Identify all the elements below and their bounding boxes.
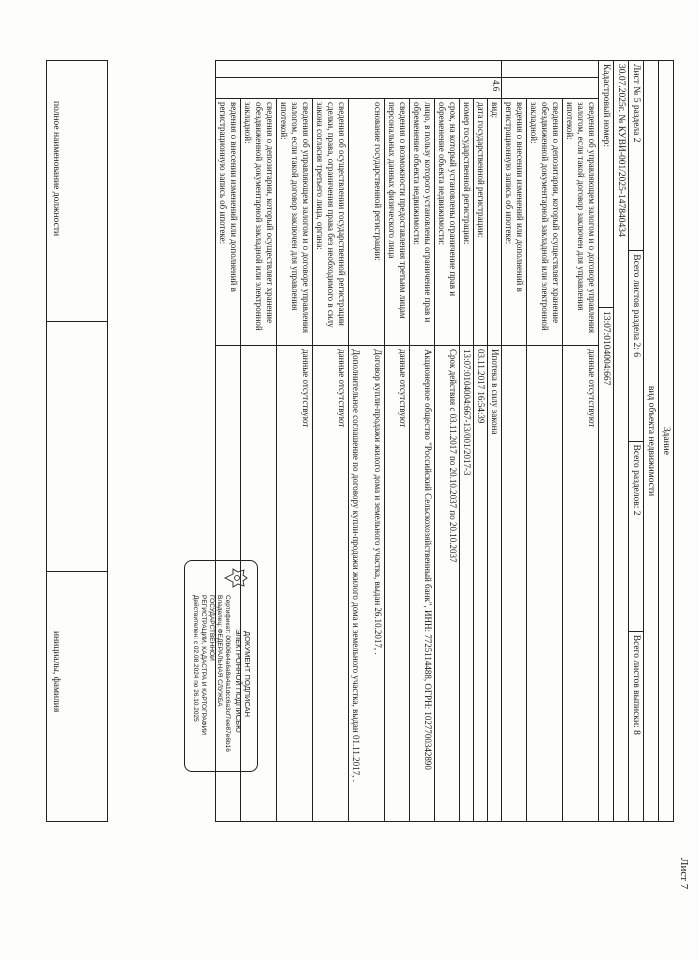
- signature-line: Сертификат: 00b06e4a6a8a4a1dcc6a3cf7ee87e6b16: [224, 595, 231, 752]
- cadastral-label: Кадастровый номер:: [599, 61, 613, 308]
- object-type: Здание: [661, 427, 671, 455]
- number-col: [502, 78, 598, 99]
- table-row: номер государственной регистрации: 13:07:0104004:667-13/001/2017-3: [459, 99, 473, 821]
- name-cell: [47, 571, 107, 820]
- table-row: сведения об управляющем залогом и о договоре управления залогом, если такой договор заключен для управления ипотекой: данные отсутствуют: [276, 99, 312, 821]
- table-row: срок, на который установлены ограничение прав и обременение объекта недвижимости: Срок действия с 03.11.2017 по 20.10.2037 по 20.10.2037: [434, 99, 459, 821]
- sheet-meta-1: Всего листов раздела 2: 6: [629, 251, 643, 441]
- electronic-signature-stamp: [184, 560, 258, 772]
- object-type-row: [658, 61, 673, 821]
- sheet-meta-2: Всего разделов: 2: [629, 442, 643, 632]
- position-label: полное наименование должности: [51, 101, 61, 237]
- table-row: дата государственной регистрации: 03.11.2017 16:54:39: [473, 99, 487, 821]
- number-col: [216, 78, 501, 99]
- object-kind-caption: вид объекта недвижимости: [646, 385, 656, 497]
- table-row: сведения о возможности предоставления третьим лицам персональных данных физического лица данные отсутствуют: [384, 99, 409, 821]
- section-4-6-rows: [216, 99, 501, 821]
- section-number: 4.6: [491, 80, 501, 92]
- cadastral-row: [598, 61, 613, 821]
- date-ref-row: [613, 61, 628, 821]
- signature-line: Действителен: с 02.08.2024 по 26.10.2025: [192, 595, 199, 722]
- position-cell: [47, 61, 107, 322]
- signature-cell: [47, 321, 107, 572]
- margin-col: [216, 61, 501, 78]
- table-row: вид: Ипотека в силу закона: [487, 99, 501, 821]
- name-label: инициалы, фамилия: [51, 631, 61, 713]
- signature-line: РЕГИСТРАЦИИ, КАДАСТРА И КАРТОГРАФИИ: [200, 595, 207, 735]
- object-kind-row: [643, 61, 658, 821]
- table-row: лицо, в пользу которого установлены ограничение прав и обременение объекта недвижимости: Акционерное общество "Российский Сельскохозяйственный банк", ИНН: 7725114488, ОГРН: 1027700342890: [409, 99, 434, 821]
- signature-subtitle: ЭЛЕКТРОННОЙ ПОДПИСЬЮ: [234, 629, 243, 733]
- section-continued: [501, 61, 598, 821]
- sheet-meta-0: Лист № 5 раздела 2: [629, 61, 643, 251]
- table-row: сведения об управляющем залогом и о договоре управления залогом, если такой договор заключен для управления ипотекой: данные отсутствуют: [562, 99, 598, 821]
- sheet-meta-3: Всего листов выписки: 8: [631, 634, 641, 735]
- extract-table: [215, 60, 674, 822]
- table-row: сведения об осуществлении государственной регистрации сделки, права, ограничения права без необходимого в силу закона согласия третьего лица, органа: данные отсутствуют: [312, 99, 348, 821]
- margin-col: [502, 61, 598, 78]
- signature-title: ДОКУМЕНТ ПОДПИСАН: [243, 631, 252, 718]
- table-row: сведения о депозитарии, который осуществляет хранение обездвиженной документарной закладной или электронной закладной:: [526, 99, 562, 821]
- coat-of-arms-icon: [223, 567, 249, 589]
- signature-line: Владелец: ФЕДЕРАЛЬНАЯ СЛУЖБА ГОСУДАРСТВЕННОЙ: [208, 595, 223, 707]
- table-row: основание государственной регистрации: Договор купли-продажи жилого дома и земельного участка, выдан 26.10.2017, . Дополнительное соглашение по договору купли-продажи жилого дома и земельного участка, выдан 01.11.2017, .: [348, 99, 384, 821]
- section-continued-rows: [502, 99, 598, 821]
- table-row: ведения о внесении изменений или дополнений в регистрационную запись об ипотеке:: [502, 99, 526, 821]
- table-row: сведения о депозитарии, который осуществляет хранение обездвиженной документарной закладной или электронной закладной:: [240, 99, 276, 821]
- date-ref: 30.07.2025г. № КУВИ-001/2025-147840434: [616, 64, 626, 237]
- sheet-meta-row: [628, 61, 643, 821]
- table-row: ведения о внесении изменений или дополнений в регистрационную запись об ипотеке:: [216, 99, 240, 821]
- signature-footer: [46, 60, 108, 822]
- signature-details: [191, 595, 231, 767]
- sheet-number: Лист 7: [678, 858, 690, 890]
- section-4-6: [216, 61, 501, 821]
- cadastral-value: 13:07:0104004:667: [601, 311, 611, 386]
